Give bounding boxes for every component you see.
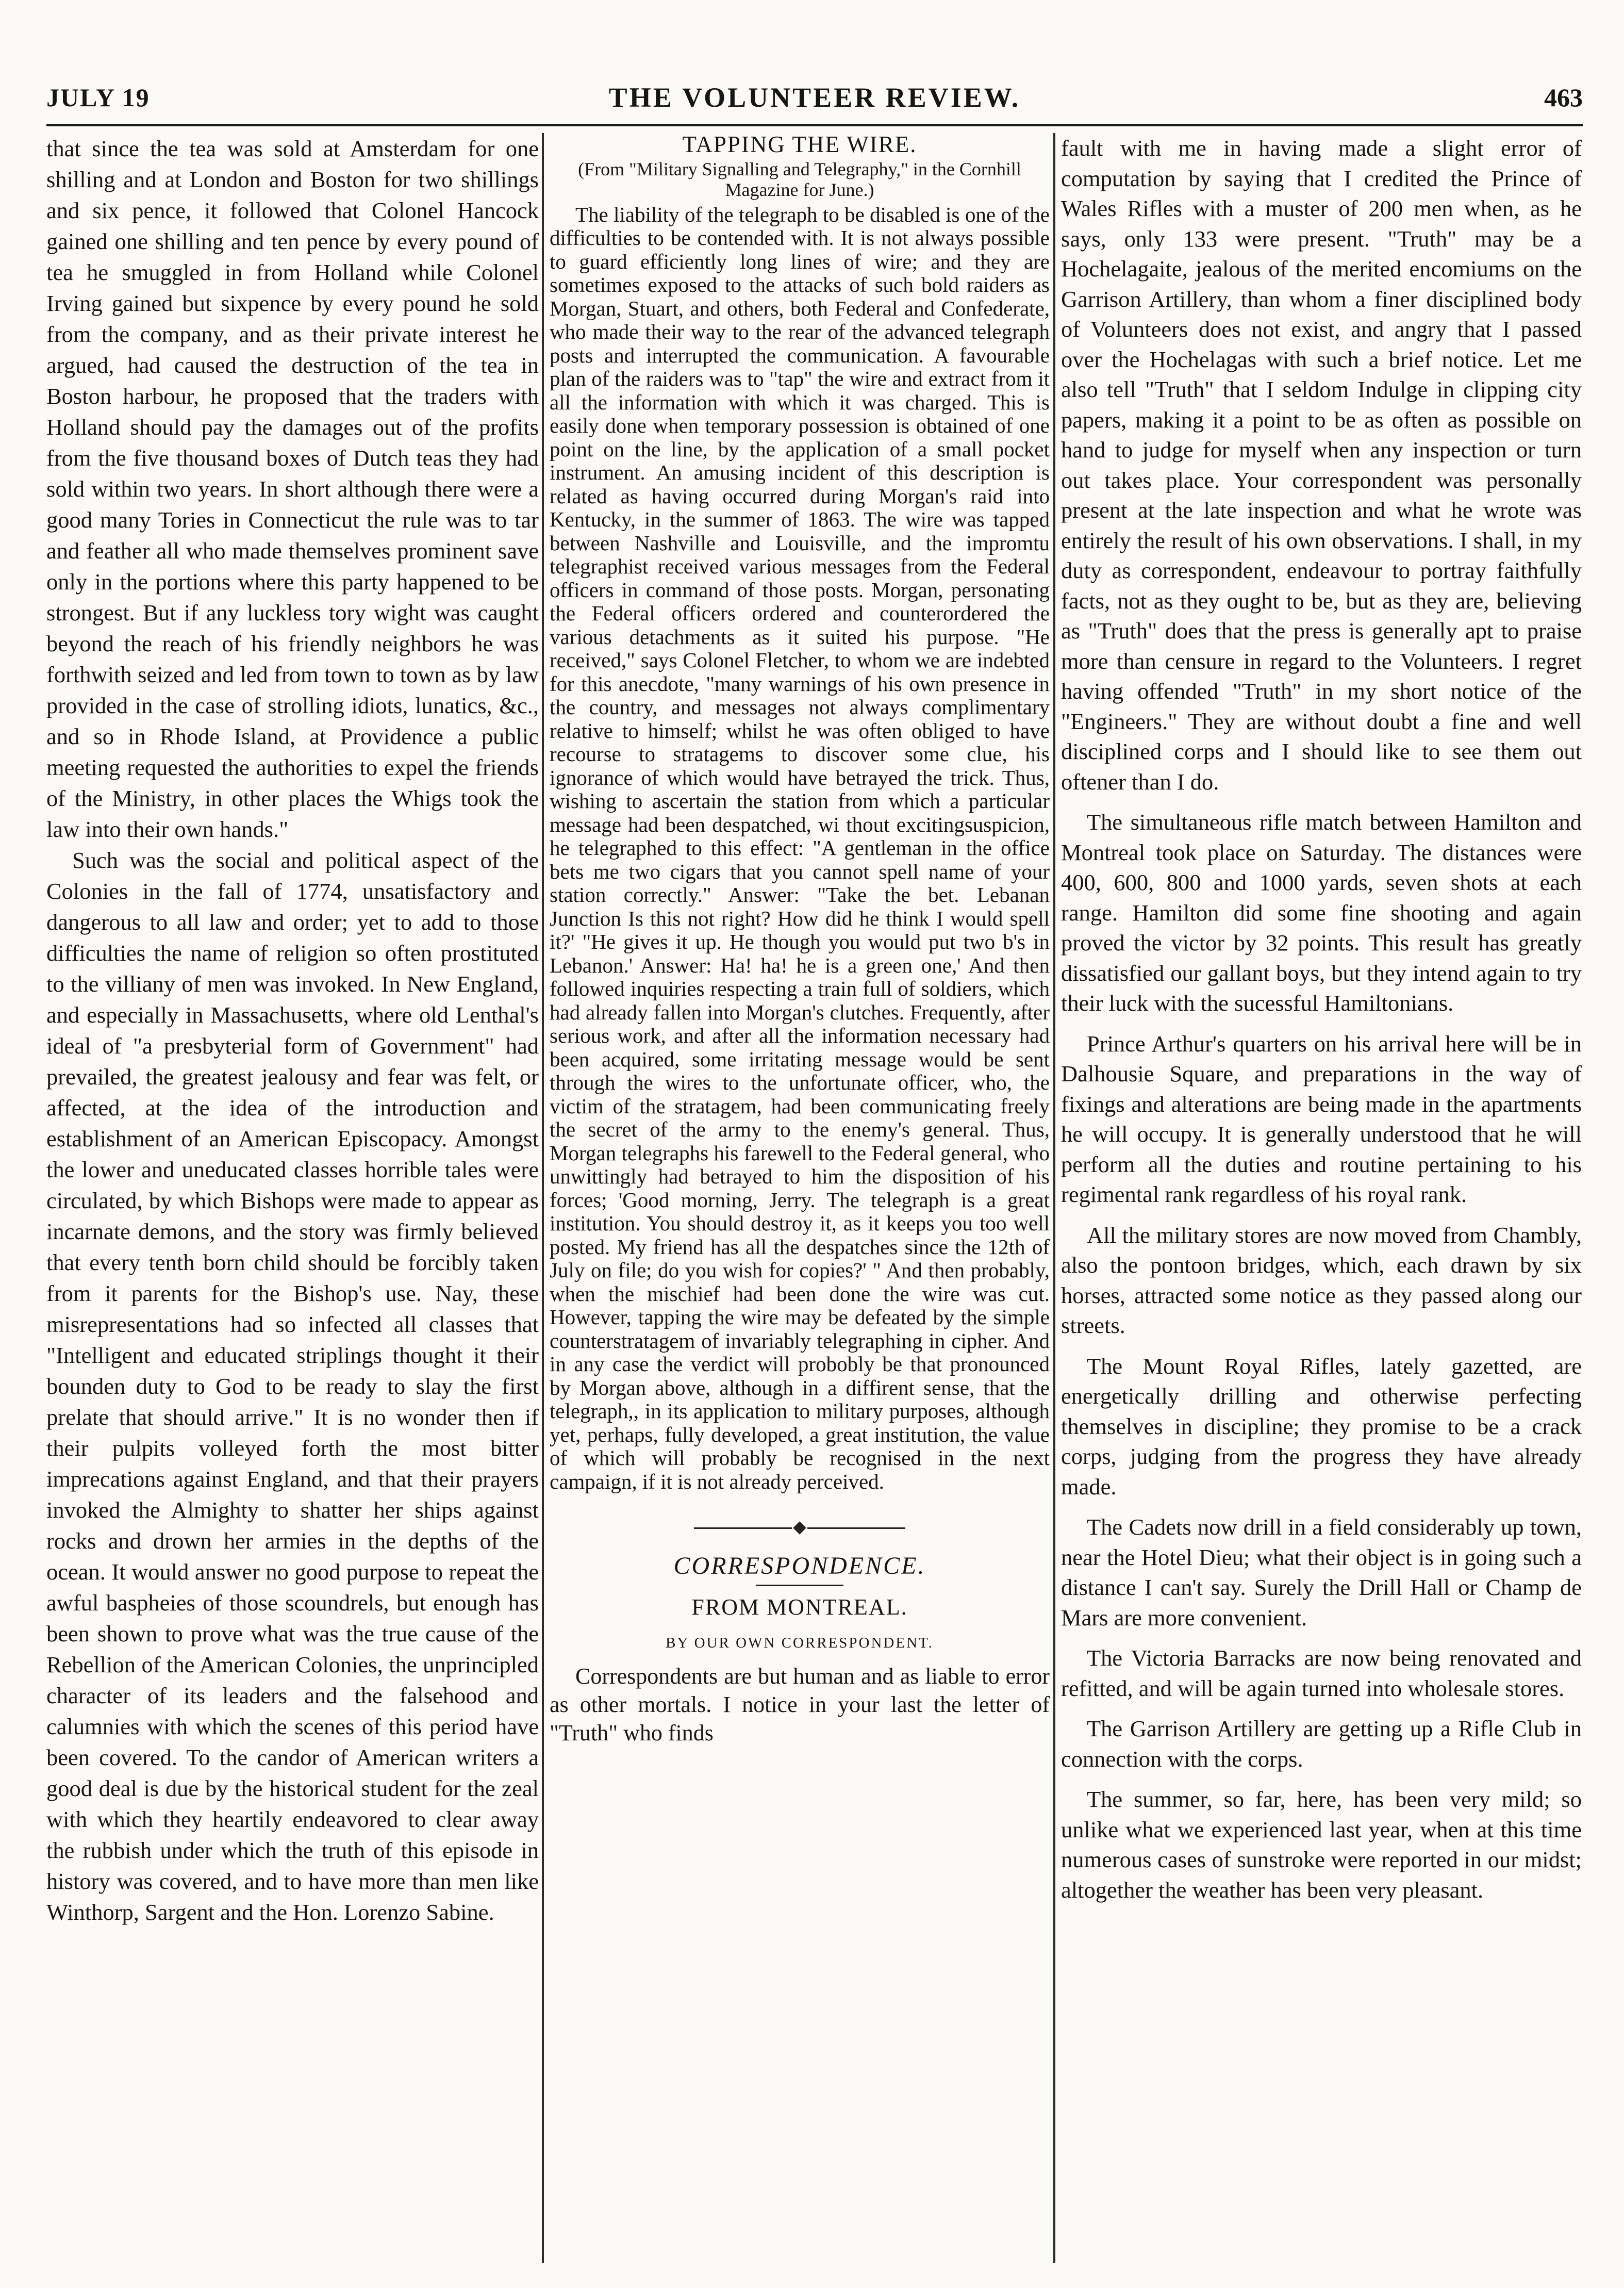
page-number: 463 bbox=[1544, 83, 1583, 112]
paragraph: The Garrison Artillery are getting up a Rifle Club in connection with the corps. bbox=[1061, 1716, 1582, 1772]
paragraph: The summer, so far, here, has been very mild; so unlike what we experienced last year, when at this time numerous cases of sunstroke were reported in our midst; altogether the weather has been very pleasant. bbox=[1061, 1786, 1582, 1903]
article-source: (From "Military Signalling and Telegraphy," in the Cornhill Magazine for June.) bbox=[578, 158, 1021, 200]
byline: BY OUR OWN CORRESPONDENT. bbox=[666, 1634, 934, 1651]
paragraph: Prince Arthur's quarters on his arrival here will be in Dalhousie Square, and preparations in the way of fixings and alterations are being made in the apartments he will occupy. It is generally understood that he will perform all the duties and routine pertaining to his regimental rank regardless of his royal rank. bbox=[1061, 1030, 1582, 1207]
column-right bbox=[1061, 133, 1582, 2263]
ornament-divider bbox=[550, 1515, 1050, 1539]
article-title: TAPPING THE WIRE. bbox=[682, 131, 917, 157]
paragraph: The Cadets now drill in a field considerably up town, near the Hotel Dieu; what their object is in going such a distance I can't say. Surely the Drill Hall or Champ de Mars are more convenient. bbox=[1061, 1514, 1582, 1631]
column-center bbox=[550, 133, 1050, 2263]
paragraph: The liability of the telegraph to be disabled is one of the difficulties to be contended with. It is not always possible to guard efficiently long lines of wire; and they are sometimes exposed to the attacks of such bold raiders as Morgan, Stuart, and others, both Federal and Confederate, who made their way to the rear of the advanced telegraph posts and interrupted the communication. A favourable plan of the raiders was to "tap" the wire and extract from it all the information with which it was charged. This is easily done when temporary possession is obtained of one point on the line, by the application of a small pocket instrument. An amusing incident of this description is related as having occurred during Morgan's raid into Kentucky, in the summer of 1863. The wire was tapped between Nashville and Louisville, and the impromtu telegraphist received various messages from the Federal officers in command of those posts. Morgan, personating the Federal officers ordered and counterordered the various detachments as it suited his purpose. "He received," says Colonel Fletcher, to whom we are indebted for this anecdote, "many warnings of his own presence in the country, and messages not always complimentary relative to himself; whilst he was often obliged to have recourse to stratagems to discover some clue, his ignorance of which would have betrayed the trick. Thus, wishing to ascertain the station from which a particular message had been despatched, wi thout excitingsuspicion, he telegraphed to this effect: "A gentleman in the office bets me two cigars that you cannot spell name of your station correctly." Answer: "Take the bet. Lebanan Junction Is this not right? How did he think I would spell it?' "He gives it up. He though you would put two b's in Lebanon.' Answer: Ha! ha! he is a green one,' And then followed inquiries respecting a train full of soldiers, which had already fallen into Morgan's clutches. Frequently, after serious work, and after all the information necessary had been acquired, some irritating message would be sent through the wires to the unfortunate officer, who, the victim of the stratagem, had been communicating freely the secret of the army to the enemy's general. Thus, Morgan telegraphs his farewell to the Federal general, who unwittingly had betrayed to him the disposition of his forces; 'Good morning, Jerry. The telegraph is a great institution. You should destroy it, as it keeps you too well posted. My friend has all the despatches since the 12th of July on file; do you wish for copies?' " And then probably, when the mischief had been done the wire was cut. However, tapping the wire may be defeated by the simple counterstratagem of invariably telegraphing in cipher. And in any case the verdict will probobly be that pronounced by Morgan above, although in a diffirent sense, that the telegraph,, in its application to military purposes, although yet, perhaps, fully developed, a great institution, the value of which will probably be recognised in the next campaign, if it is not already perceived. bbox=[550, 202, 1050, 1493]
heading-rule bbox=[756, 1585, 843, 1586]
paragraph: fault with me in having made a slight error of computation by saying that I credited the Prince of Wales Rifles with a muster of 200 men when, as he says, only 133 were present. "Truth" may be a Hochelagaite, jealous of the merited encomiums on the Garrison Artillery, than whom a finer disciplined body of Volunteers does not exist, and angry that I passed over the Hochelagas with such a brief notice. Let me also tell "Truth" that I seldom Indulge in clipping city papers, making it a point to be as often as possible on hand to judge for myself when any inspection or turn out takes place. Your correspondent was personally present at the late inspection and what he wrote was entirely the result of his own observations. I shall, in my duty as correspondent, endeavour to portray faithfully facts, not as they ought to be, but as they are, believing as "Truth" does that the press is generally apt to praise more than censure in regard to the Volunteers. I regret having offended "Truth" in my short notice of the "Engineers." They are without doubt a fine and well disciplined corps and I should like to see them out oftener than I do. bbox=[1061, 135, 1582, 795]
publication-title: THE VOLUNTEER REVIEW. bbox=[608, 82, 1021, 113]
sub-heading: FROM MONTREAL. bbox=[691, 1594, 908, 1620]
paragraph: Correspondents are but human and as liable to error as other mortals. I notice in your last the letter of "Truth" who finds bbox=[550, 1664, 1050, 1746]
paragraph: The Victoria Barracks are now being renovated and refitted, and will be again turned into wholesale stores. bbox=[1061, 1645, 1582, 1701]
column-left bbox=[46, 133, 539, 2263]
page-header bbox=[46, 77, 1583, 126]
column-divider bbox=[542, 133, 544, 2263]
paragraph: The simultaneous rifle match between Hamilton and Montreal took place on Saturday. The distances were 400, 600, 800 and 1000 yards, seven shots at each range. Hamilton did some fine shooting and again proved the victor by 32 points. This result has greatly dissatisfied our gallant boys, but they intend again to try their luck with the sucessful Hamiltonians. bbox=[1061, 809, 1582, 1016]
paragraph: that since the tea was sold at Amsterdam for one shilling and at London and Boston for two shillings and six pence, it followed that Colonel Hancock gained one shilling and ten pence by every pound of tea he smuggled in from Holland while Colonel Irving gained but sixpence by every pound he sold from the company, and as their private interest he argued, had caused the destruction of the tea in Boston harbour, he proposed that the traders with Holland should pay the damages out of the profits from the five thousand boxes of Dutch teas they had sold within two years. In short although there were a good many Tories in Connecticut the rule was to tar and feather all who made themselves prominent save only in the portions where this party happened to be strongest. But if any luckless tory wight was caught beyond the reach of his friendly neighbors he was forthwith seized and led from town to town as by law provided in the case of strolling idiots, lunatics, &c., and so in Rhode Island, at Providence a public meeting requested the authorities to expel the friends of the Ministry, in other places the Whigs took the law into their own hands." bbox=[46, 136, 539, 842]
column-divider bbox=[1053, 133, 1055, 2263]
paragraph: Such was the social and political aspect of the Colonies in the fall of 1774, unsatisfactory and dangerous to all law and order; yet to add to those difficulties the name of religion so often prostituted to the villiany of men was invoked. In New England, and especially in Massachusetts, where old Lenthal's ideal of "a presbyterial form of Government" had prevailed, the greatest jealousy and fear was felt, or affected, at the idea of the introduction and establishment of an American Episcopacy. Amongst the lower and uneducated classes horrible tales were circulated, by which Bishops were made to appear as incarnate demons, and the story was firmly believed that every tenth born child should be forcibly taken from it parents for the Bishop's use. Nay, these misrepresentations had so infected all classes that "Intelligent and educated striplings thought it their bounden duty to God to be ready to slay the first prelate that should arrive." It is no wonder then if their pulpits volleyed forth the most bitter imprecations against England, and that their prayers invoked the Almighty to shatter her ships against rocks and drown her armies in the depths of the ocean. It would answer no good purpose to repeat the awful baspheies of those scoundrels, but enough has been shown to prove what was the true cause of the Rebellion of the American Colonies, the unprincipled character of its leaders and the falsehood and calumnies with which the scenes of this period have been covered. To the candor of American writers a good deal is due by the historical student for the zeal with which they heartily endeavored to clear away the rubbish under which the truth of this episode in history was covered, and to have more than men like Winthorp, Sargent and the Hon. Lorenzo Sabine. bbox=[46, 847, 539, 1925]
section-heading: CORRESPONDENCE. bbox=[673, 1552, 926, 1579]
paragraph: The Mount Royal Rifles, lately gazetted, are energetically drilling and otherwise perfecting themselves in discipline; they promise to be a crack corps, judging from the progress they have already made. bbox=[1061, 1353, 1582, 1500]
issue-date: JULY 19 bbox=[46, 83, 150, 112]
paragraph: All the military stores are now moved from Chambly, also the pontoon bridges, which, each drawn by six horses, attracted some notice as they passed along our streets. bbox=[1061, 1222, 1582, 1338]
